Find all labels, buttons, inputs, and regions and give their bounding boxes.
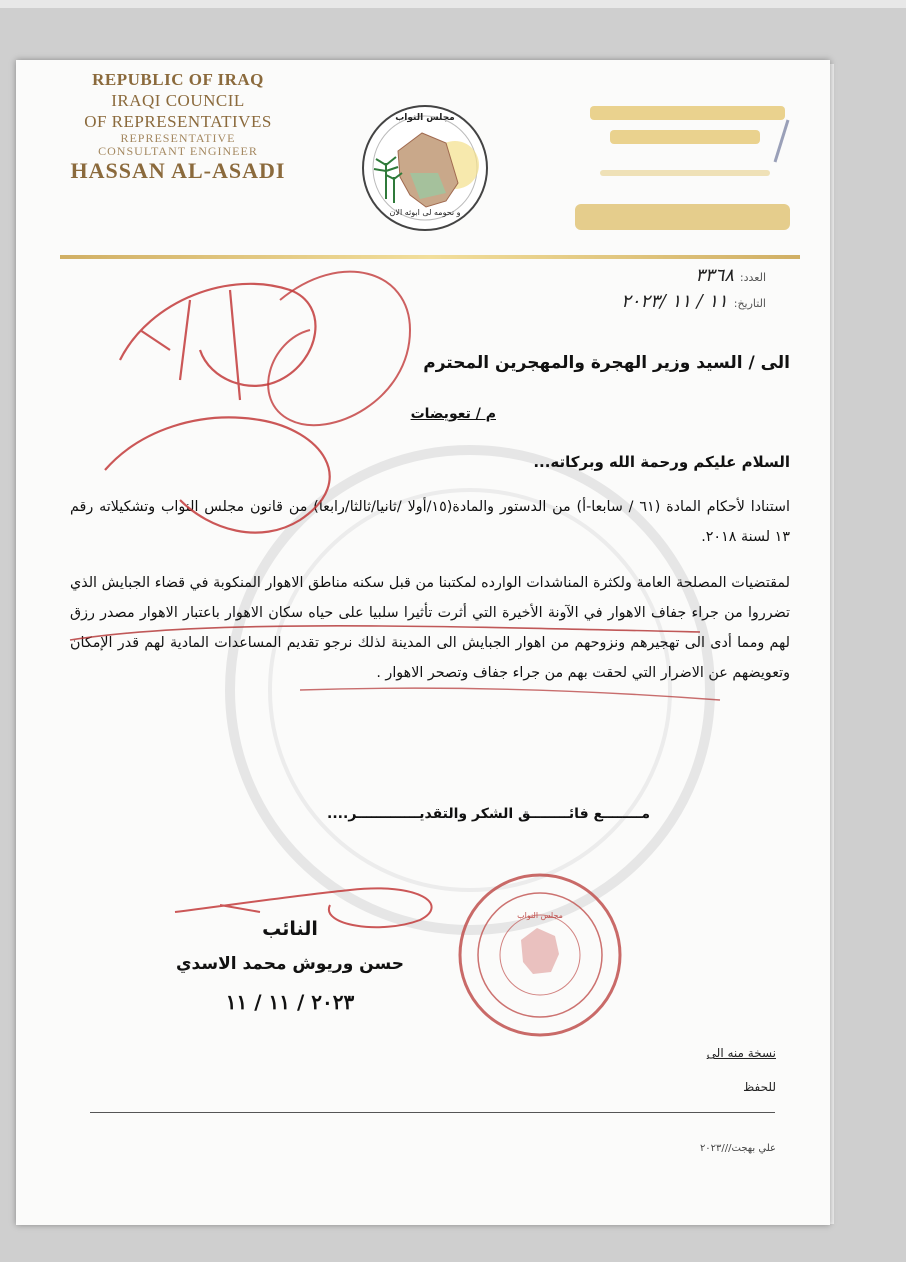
number-row bbox=[621, 265, 766, 291]
signature-date: ٢٠٢٣ / ١١ / ١١ bbox=[225, 990, 355, 1014]
logo-bottom-text: و نحومه لى ابوثه الان bbox=[389, 208, 461, 217]
date-value: ١١ / ١١ /٢٠٢٣ bbox=[621, 291, 728, 312]
signatory-title: النائب bbox=[262, 918, 318, 940]
header-name: HASSAN AL-ASADI bbox=[70, 158, 286, 183]
greeting: السلام عليكم ورحمة الله وبركاته... bbox=[533, 453, 790, 471]
copy-to-block bbox=[707, 1036, 776, 1104]
letter-meta bbox=[621, 265, 766, 317]
header-engineer-title: CONSULTANT ENGINEER bbox=[98, 144, 258, 158]
number-value: ٣٣٦٨ bbox=[695, 265, 734, 286]
top-bar bbox=[0, 0, 906, 8]
paragraph-request: لمقتضيات المصلحة العامة ولكثرة المناشدات الوارده لمكتبنا من قبل سكنه مناطق الاهوار المنكوبة في قضاء الجبايش الذي تضرروا من جراء جفاف الاهوار في الآونة الأخيرة التي أثرت تأثيرا سلبيا على حياه سكان الاهوار باعتبار الاهوار مصدر رزق لهم ومما أدى الى تهجيرهم ونزوحهم من اهوار الجبايش الى المدينة لذلك نرجو تقديم المساعدات المادية لهم قدر الإمكان وتعويضهم عن الاضرار التي لحقت بهم من جراء جفاف وتصحر الاهوار . bbox=[70, 575, 790, 681]
bottom-bar bbox=[0, 1262, 906, 1280]
english-letterhead bbox=[48, 70, 308, 184]
date-label: التاريخ: bbox=[733, 297, 766, 310]
logo-top-text: مجلس النواب bbox=[395, 113, 455, 123]
copy-to-item: للحفظ bbox=[743, 1080, 776, 1094]
copy-to-label: نسخة منه الى bbox=[706, 1046, 776, 1060]
header-representatives: OF REPRESENTATIVES bbox=[84, 112, 272, 131]
header-divider bbox=[60, 255, 800, 259]
header-representative-title: REPRESENTATIVE bbox=[120, 131, 236, 145]
number-label: العدد: bbox=[739, 271, 766, 284]
official-stamp bbox=[455, 870, 625, 1040]
footer-reference: علي بهجت///٢٠٢٣ bbox=[699, 1143, 776, 1154]
footer-divider bbox=[90, 1112, 775, 1113]
addressee: الى / السيد وزير الهجرة والمهجرين المحترم bbox=[423, 353, 790, 373]
header-council: IRAQI COUNCIL bbox=[111, 91, 245, 110]
arabic-letterhead-faded bbox=[570, 100, 800, 240]
paragraph-legal-basis: استنادا لأحكام المادة (٦١ / سابعا-أ) من الدستور والمادة(١٥/أولا /ثانيا/ثالثا/رابعا) من قانون مجلس النواب وتشكيلاته رقم ١٣ لسنة ٢٠١٨. bbox=[70, 499, 790, 545]
signatory-name: حسن وريوش محمد الاسدي bbox=[175, 954, 405, 974]
svg-text:مجلس النواب: مجلس النواب bbox=[517, 911, 563, 920]
date-row bbox=[621, 291, 766, 317]
header-republic: REPUBLIC OF IRAQ bbox=[92, 70, 264, 89]
subject: م / تعويضات bbox=[410, 406, 496, 422]
closing-thanks: مــــــــع فائــــــــق الشكر والتقديـــــــــــــر.... bbox=[327, 806, 650, 822]
